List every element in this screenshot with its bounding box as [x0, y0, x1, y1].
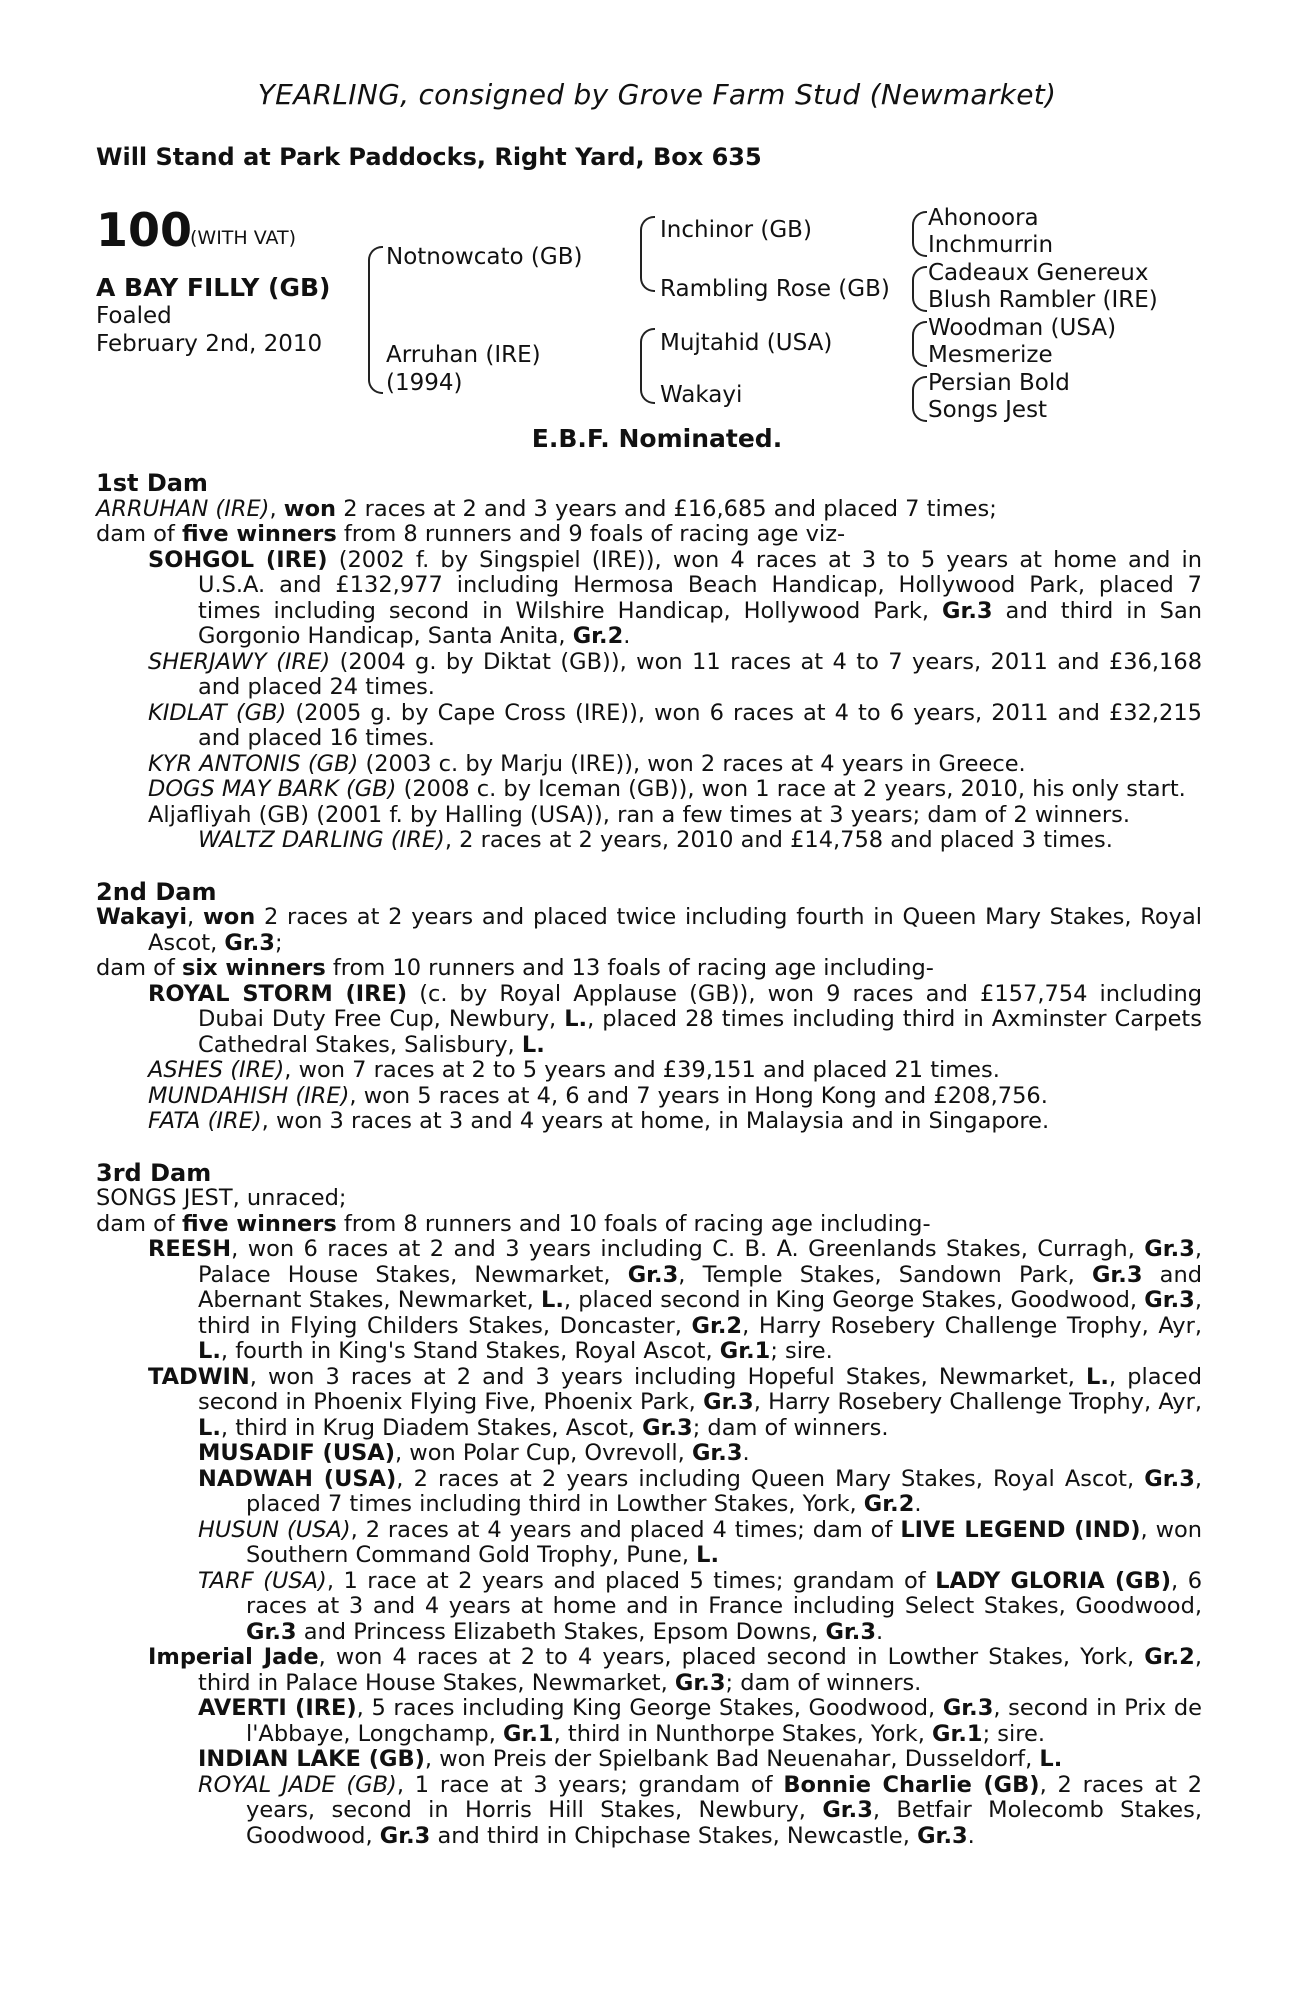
list-item: [96, 1109, 1202, 1135]
first-dam-name: ARRUHAN (IRE): [96, 495, 270, 522]
punctuation: .: [623, 623, 631, 649]
pedigree-sss: Ahonoora: [928, 205, 1039, 231]
list-item: [96, 803, 1202, 829]
dam-of-label: dam of: [96, 521, 175, 547]
grade-label: Gr.3: [379, 1822, 431, 1849]
horse-record: (2003 c. by Marju (IRE)), won 2 races at 4 years in Greece.: [365, 750, 1026, 777]
foaled-info: [96, 302, 322, 358]
horse-record: , 2 races at 2 years including Queen Mary Stakes, Royal Ascot,: [396, 1465, 1135, 1492]
brace-sire-dam: [368, 246, 383, 394]
list-item: [96, 1467, 1202, 1518]
horse-name: Imperial Jade: [148, 1644, 319, 1670]
list-item: [96, 1441, 1202, 1467]
grade-label: Gr.3: [1144, 1465, 1195, 1492]
third-dam-heading: 3rd Dam: [96, 1158, 212, 1187]
list-item: [96, 1645, 1202, 1696]
horse-record: , 5 races including King George Stakes, Goodwood,: [356, 1695, 936, 1721]
horse-record: , won 4 races at 2 to 4 years, placed second in Lowther Stakes, York,: [318, 1644, 1135, 1670]
list-item: [96, 548, 1202, 650]
pedigree-ddd: Songs Jest: [928, 397, 1048, 423]
third-dam-produce: [96, 1212, 1202, 1238]
horse-record: , placed second in King George Stakes, Goodwood,: [563, 1287, 1138, 1313]
grade-label: Gr.3: [691, 1440, 743, 1466]
horse-name: ROYAL JADE (GB): [198, 1771, 397, 1798]
listed-label: L.: [198, 1414, 221, 1441]
horse-record: (2002 f. by Singspiel (IRE)), won 4 races at 3 to 5 years at home and in U.S.A. and £132,977 including Hermosa Beach Handicap, Hollywood Park, placed 7 times including second in Wilshire Handicap, Hollywood Park,: [198, 546, 1203, 624]
stand-location: Will Stand at Park Paddocks, Right Yard, Box 635: [96, 143, 762, 171]
horse-record: , fourth in King's Stand Stakes, Royal Ascot,: [220, 1338, 713, 1364]
horse-record: , Betfair Molecomb Stakes, Goodwood,: [246, 1797, 1203, 1849]
horse-name: KIDLAT (GB): [148, 699, 287, 726]
pedigree-dam-year: (1994): [386, 370, 463, 396]
grade-label: Gr.3: [642, 1414, 693, 1441]
horse-record: , placed 7 times including third in Lowther Stakes, York,: [246, 1465, 1203, 1517]
listed-label: L.: [541, 1287, 564, 1313]
horse-name: DOGS MAY BARK (GB): [148, 776, 397, 802]
horse-record: ; dam of winners.: [725, 1669, 922, 1696]
section-gap: [96, 1135, 1202, 1161]
horse-record: , won 3 races at 2 and 3 years including Hopeful Stakes, Newmarket,: [249, 1363, 1075, 1390]
winners-count: five winners: [181, 1210, 337, 1237]
horse-name: INDIAN LAKE (GB): [198, 1746, 425, 1772]
lot-number: 100: [96, 203, 193, 257]
lot-description: A BAY FILLY (GB): [96, 273, 331, 302]
grade-label: Gr.1: [932, 1720, 983, 1747]
horse-record: and third in San Gorgonio Handicap, Santa Anita,: [198, 597, 1203, 649]
brace-dam-parents: [640, 328, 655, 404]
horse-name: AVERTI (IRE): [198, 1695, 357, 1721]
horse-name: TARF (USA): [198, 1567, 327, 1594]
list-item: [96, 701, 1202, 752]
horse-record: , won 6 races at 2 and 3 years including C. B. A. Greenlands Stakes, Curragh,: [231, 1236, 1135, 1262]
horse-name: LADY GLORIA (GB): [935, 1567, 1172, 1594]
list-item: [96, 777, 1202, 803]
foaled-label: Foaled: [96, 303, 172, 329]
brace-dd: [912, 376, 927, 422]
grade-label: Gr.3: [1091, 1261, 1143, 1288]
horse-record: , Harry Rosebery Challenge Trophy, Ayr,: [753, 1389, 1202, 1415]
horse-name: SOHGOL (IRE): [148, 546, 328, 573]
list-item: [96, 1058, 1202, 1084]
pedigree-dam-dam: Wakayi: [660, 382, 743, 408]
vat-note: (WITH VAT): [190, 227, 297, 249]
punctuation: .: [742, 1440, 750, 1466]
horse-name: ROYAL STORM (IRE): [148, 980, 408, 1007]
pedigree-sds: Cadeaux Genereux: [928, 260, 1149, 286]
pedigree-dsd: Mesmerize: [928, 342, 1053, 368]
ebf-nominated: E.B.F. Nominated.: [531, 424, 783, 453]
listed-label: L.: [696, 1542, 720, 1568]
horse-record: , 6 races at 3 and 4 years at home and in France including Select Stakes, Goodwood,: [246, 1567, 1203, 1619]
listed-label: L.: [564, 1006, 588, 1032]
list-item: [96, 828, 1202, 854]
grade-label: Gr.3: [703, 1389, 754, 1415]
horse-record: and Princess Elizabeth Stakes, Epsom Downs,: [303, 1618, 819, 1645]
horse-record: (2005 g. by Cape Cross (IRE)), won 6 races at 4 to 6 years, 2011 and £32,215 and placed 16 times.: [198, 699, 1202, 751]
foaled-date: February 2nd, 2010: [96, 331, 323, 357]
horse-name: REESH: [148, 1236, 232, 1262]
pedigree-dam-sire: Mujtahid (USA): [660, 330, 833, 356]
grade-label: Gr.3: [1144, 1287, 1195, 1313]
grade-label: Gr.3: [224, 929, 275, 956]
punctuation: .: [967, 1822, 975, 1849]
second-dam-name: Wakayi: [96, 904, 188, 930]
list-item: [96, 1084, 1202, 1110]
grade-label: Gr.1: [719, 1338, 771, 1364]
brace-sire-parents: [640, 216, 655, 292]
horse-record: , third in Flying Childers Stakes, Doncaster,: [198, 1287, 1202, 1339]
list-item: [96, 1365, 1202, 1442]
won-label: won: [283, 495, 337, 522]
list-item: [96, 752, 1202, 778]
horse-record: , 1 race at 2 years and placed 5 times; grandam of: [326, 1567, 926, 1594]
second-dam-produce: [96, 956, 1202, 982]
horse-name: TADWIN: [148, 1363, 250, 1390]
list-item: [96, 1747, 1202, 1773]
produce-summary: from 10 runners and 13 foals of racing age including-: [332, 955, 934, 981]
horse-record: , placed second in Phoenix Flying Five, Phoenix Park,: [198, 1363, 1203, 1415]
horse-record: , 1 race at 3 years; grandam of: [396, 1771, 773, 1798]
section-gap: [96, 854, 1202, 880]
grade-label: Gr.1: [503, 1720, 554, 1747]
grade-label: Gr.3: [1144, 1236, 1195, 1262]
list-item: [96, 1237, 1202, 1365]
horse-name: MUNDAHISH (IRE): [148, 1082, 350, 1109]
punctuation: .: [876, 1618, 884, 1645]
listed-label: L.: [198, 1338, 221, 1364]
pedigree-dss: Woodman (USA): [928, 315, 1117, 341]
second-dam-record: Wakayi, won 2 races at 2 years and placed twice including fourth in Queen Mary Stakes, Royal Ascot, Gr.3;: [96, 904, 1203, 956]
horse-record: ; sire.: [982, 1720, 1046, 1747]
list-item: [96, 1569, 1202, 1646]
second-dam-heading: 2nd Dam: [96, 877, 217, 906]
list-item: [96, 1518, 1202, 1569]
first-dam-record: ARRUHAN (IRE), won 2 races at 2 and 3 years and £16,685 and placed 7 times;: [96, 495, 997, 522]
horse-name: WALTZ DARLING (IRE): [198, 827, 445, 853]
list-item: [96, 1696, 1202, 1747]
pedigree-sdd: Blush Rambler (IRE): [928, 287, 1158, 313]
horse-name: ASHES (IRE): [148, 1057, 285, 1083]
horse-record: (2004 g. by Diktat (GB)), won 11 races at 4 to 7 years, 2011 and £36,168 and placed 24 times.: [198, 648, 1203, 700]
produce-summary: from 8 runners and 9 foals of racing age viz-: [343, 521, 846, 547]
grade-label: Gr.2: [863, 1491, 915, 1517]
listed-label: L.: [521, 1031, 545, 1058]
horse-record: and Abernant Stakes, Newmarket,: [198, 1261, 1203, 1313]
horse-record: , won Polar Cup, Ovrevoll,: [395, 1440, 685, 1466]
winners-count: five winners: [181, 521, 337, 547]
horse-record: , 2 races at 2 years, 2010 and £14,758 and placed 3 times.: [444, 827, 1113, 853]
horse-record: , third in Palace House Stakes, Newmarket,: [198, 1644, 1202, 1696]
horse-name: FATA (IRE): [148, 1108, 262, 1134]
horse-name: Bonnie Charlie (GB): [783, 1771, 1040, 1798]
grade-label: Gr.2: [1144, 1644, 1195, 1670]
horse-record: (2008 c. by Iceman (GB)), won 1 race at 2 years, 2010, his only start.: [403, 776, 1186, 802]
grade-label: Gr.2: [691, 1312, 743, 1339]
horse-record: (c. by Royal Applause (GB)), won 9 races and £157,754 including Dubai Duty Free Cup, Newbury,: [198, 980, 1202, 1032]
brace-ss: [912, 211, 927, 257]
third-dam-name: SONGS JEST, unraced;: [96, 1185, 347, 1211]
listed-label: L.: [1039, 1746, 1063, 1772]
winners-count: six winners: [181, 955, 326, 981]
horse-name: KYR ANTONIS (GB): [148, 750, 359, 777]
punctuation: .: [914, 1491, 922, 1517]
horse-record: , won Preis der Spielbank Bad Neuenahar, Dusseldorf,: [424, 1746, 1033, 1772]
grade-label: Gr.3: [917, 1822, 968, 1849]
horse-record: , won 7 races at 2 to 5 years and £39,151 and placed 21 times.: [284, 1057, 1000, 1083]
horse-record: , Palace House Stakes, Newmarket,: [198, 1236, 1203, 1288]
catalogue-body: [96, 471, 1202, 1849]
listed-label: L.: [1086, 1363, 1109, 1390]
horse-record: , won 3 races at 3 and 4 years at home, in Malaysia and in Singapore.: [261, 1108, 1050, 1134]
won-label: won: [202, 904, 256, 930]
first-dam-produce: [96, 522, 1202, 548]
pedigree-dds: Persian Bold: [928, 370, 1070, 396]
horse-name: SHERJAWY (IRE): [148, 648, 331, 675]
produce-summary: from 8 runners and 10 foals of racing age including-: [343, 1210, 931, 1237]
grade-label: Gr.3: [942, 597, 993, 624]
punctuation: ;: [274, 929, 283, 956]
horse-record: , Harry Rosebery Challenge Trophy, Ayr,: [742, 1312, 1202, 1339]
grade-label: Gr.3: [942, 1695, 994, 1721]
list-item: [96, 1773, 1202, 1850]
horse-name: LIVE LEGEND (IND): [900, 1516, 1141, 1543]
horse-record: , won 5 races at 4, 6 and 7 years in Hong Kong and £208,756.: [349, 1082, 1048, 1109]
brace-ds: [912, 321, 927, 367]
first-dam-heading: 1st Dam: [96, 469, 208, 497]
pedigree-sire-sire: Inchinor (GB): [660, 217, 812, 243]
grade-label: Gr.3: [674, 1669, 726, 1696]
pedigree-sire: Notnowcato (GB): [386, 244, 583, 270]
horse-record: , Temple Stakes, Sandown Park,: [678, 1261, 1075, 1288]
horse-record: , second in Prix de l'Abbaye, Longchamp,: [246, 1695, 1202, 1747]
horse-name: NADWAH (USA): [198, 1465, 397, 1492]
pedigree-sire-dam: Rambling Rose (GB): [660, 276, 890, 302]
pedigree-dam: Arruhan (IRE): [386, 342, 541, 368]
horse-record: , 2 races at 2 years, second in Horris Hill Stakes, Newbury,: [246, 1771, 1203, 1823]
list-item: [96, 982, 1202, 1059]
first-dam-race-record: 2 races at 2 and 3 years and £16,685 and placed 7 times;: [343, 495, 997, 522]
horse-record: , third in Nunthorpe Stakes, York,: [553, 1720, 925, 1747]
dam-of-label: dam of: [96, 955, 175, 981]
grade-label: Gr.3: [825, 1618, 877, 1645]
grade-label: Gr.2: [572, 623, 624, 649]
list-item: [96, 650, 1202, 701]
horse-record: , third in Krug Diadem Stakes, Ascot,: [220, 1414, 635, 1441]
horse-record: ; sire.: [770, 1338, 833, 1364]
horse-name: MUSADIF (USA): [198, 1440, 395, 1466]
grade-label: Gr.3: [822, 1797, 873, 1823]
grade-label: Gr.3: [246, 1618, 297, 1645]
horse-name: HUSUN (USA): [198, 1516, 351, 1543]
horse-record: , 2 races at 4 years and placed 4 times; dam of: [350, 1516, 893, 1543]
horse-record: , placed 28 times including third in Axminster Carpets Cathedral Stakes, Salisbury,: [198, 1006, 1202, 1058]
dam-of-label: dam of: [96, 1210, 175, 1237]
pedigree-ssd: Inchmurrin: [928, 232, 1054, 258]
grade-label: Gr.3: [627, 1261, 679, 1288]
horse-record: Aljafliyah (GB) (2001 f. by Halling (USA)), ran a few times at 3 years; dam of 2 winners.: [148, 801, 1130, 828]
horse-record: , won Southern Command Gold Trophy, Pune,: [246, 1516, 1203, 1568]
second-dam-race-record: 2 races at 2 years and placed twice including fourth in Queen Mary Stakes, Royal Ascot,: [148, 904, 1203, 956]
horse-record: and third in Chipchase Stakes, Newcastle,: [437, 1822, 910, 1849]
brace-sd: [912, 266, 927, 312]
page-title: YEARLING, consigned by Grove Farm Stud (Newmarket): [257, 78, 1057, 111]
horse-record: ; dam of winners.: [692, 1414, 889, 1441]
